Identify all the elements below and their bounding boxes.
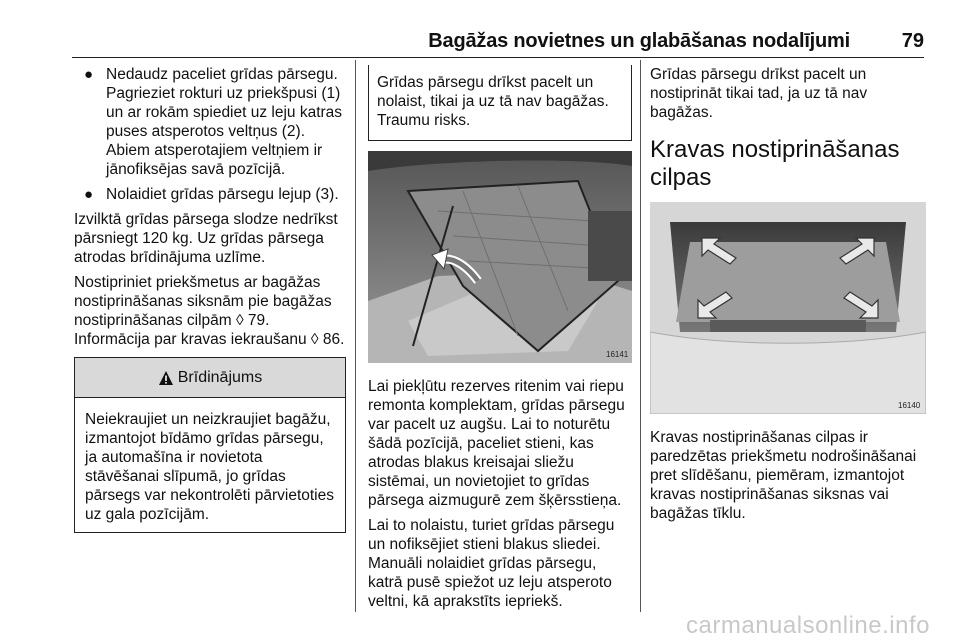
- bullet-item: [74, 65, 346, 179]
- paragraph: Kravas nostiprināšanas cilpas ir paredzētas priekšmetu nodrošināšanai pret slīdēšanu, piemēram, izmantojot kravas nostiprināšanas siksnas vai bagāžas tīklu.: [650, 429, 917, 522]
- bullet-icon: ●: [84, 66, 94, 83]
- column-divider-1: [355, 60, 356, 612]
- lashing-eyes-photo: [650, 202, 926, 414]
- lashing-eyes-illustration: [650, 202, 926, 414]
- column-2: [368, 65, 632, 617]
- column-3: [650, 65, 928, 529]
- floor-cover-illustration: [368, 151, 632, 363]
- paragraph: Grīdas pārsegu drīkst pacelt un nostiprināt tikai tad, ja uz tā nav bagāžas.: [650, 66, 868, 121]
- warning-box: [74, 357, 346, 533]
- watermark: carmanualsonline.info: [686, 612, 930, 639]
- column-1: [74, 65, 346, 533]
- warning-text: Neiekraujiet un neizkraujiet bagāžu, izmantojot bīdāmo grīdas pārsegu, ja automašīna ir novietota stāvēšanai slīpumā, jo grīdas pārsegs var nekontrolēti pārvietoties uz gala pozīcijām.: [85, 411, 334, 523]
- warning-header: [75, 357, 345, 397]
- bullet-icon: ●: [84, 186, 94, 203]
- note-text: Grīdas pārsegu drīkst pacelt un nolaist, tikai ja uz tā nav bagāžas. Traumu risks.: [377, 74, 609, 129]
- bullet-text: Nolaidiet grīdas pārsegu lejup (3).: [106, 186, 339, 203]
- paragraph: Lai piekļūtu rezerves ritenim vai riepu remonta komplektam, grīdas pārsegu var pacelt uz augšu. Lai to noturētu šādā pozīcijā, paceliet stieni, kas atrodas blakus kreisajai sliežu sistēmai, un novietojiet to grīdas pārsega aizmugurē zem šķērsstieņa.: [368, 378, 625, 509]
- page-title: Bagāžas novietnes un glabāšanas nodalījumi: [428, 30, 850, 52]
- paragraph: Nostipriniet priekšmetus ar bagāžas nostiprināšanas siksnām pie bagāžas nostiprināšanas cilpām ◊ 79.: [74, 274, 332, 329]
- header-rule: [72, 57, 924, 58]
- image-code: 16140: [898, 401, 921, 410]
- bullet-item: [74, 185, 346, 204]
- bullet-text: Nedaudz paceliet grīdas pārsegu. Pagrieziet rokturi uz priekšpusi (1) un ar rokām spiediet uz leju katras puses atsperotos veltņus (2). Abiem atsperotajiem veltņiem ir jānofiksējas savā pozīcijā.: [106, 66, 343, 178]
- paragraph: Informācija par kravas iekraušanu ◊ 86.: [74, 331, 345, 348]
- paragraph: Lai to nolaistu, turiet grīdas pārsegu un nofiksējiet stieni blakus sliedei. Manuāli nolaidiet grīdas pārsegu, katrā pusē spiežot uz leju atsperoto veltni, kā aprakstīts iepriekš.: [368, 517, 615, 610]
- section-title: Kravas nostiprināšanas cilpas: [650, 136, 900, 191]
- warning-title: Brīdinājums: [177, 369, 263, 386]
- warning-icon: [158, 370, 174, 386]
- column-divider-2: [640, 60, 641, 612]
- note-box: [368, 65, 632, 141]
- floor-cover-photo: [368, 151, 632, 363]
- image-code: 16141: [606, 350, 629, 359]
- page-number: 79: [901, 30, 924, 52]
- paragraph: Izvilktā grīdas pārsega slodze nedrīkst pārsniegt 120 kg. Uz grīdas pārsega atrodas brīdinājuma uzlīme.: [74, 211, 338, 266]
- warning-body: [75, 397, 345, 532]
- page-header: [0, 0, 960, 60]
